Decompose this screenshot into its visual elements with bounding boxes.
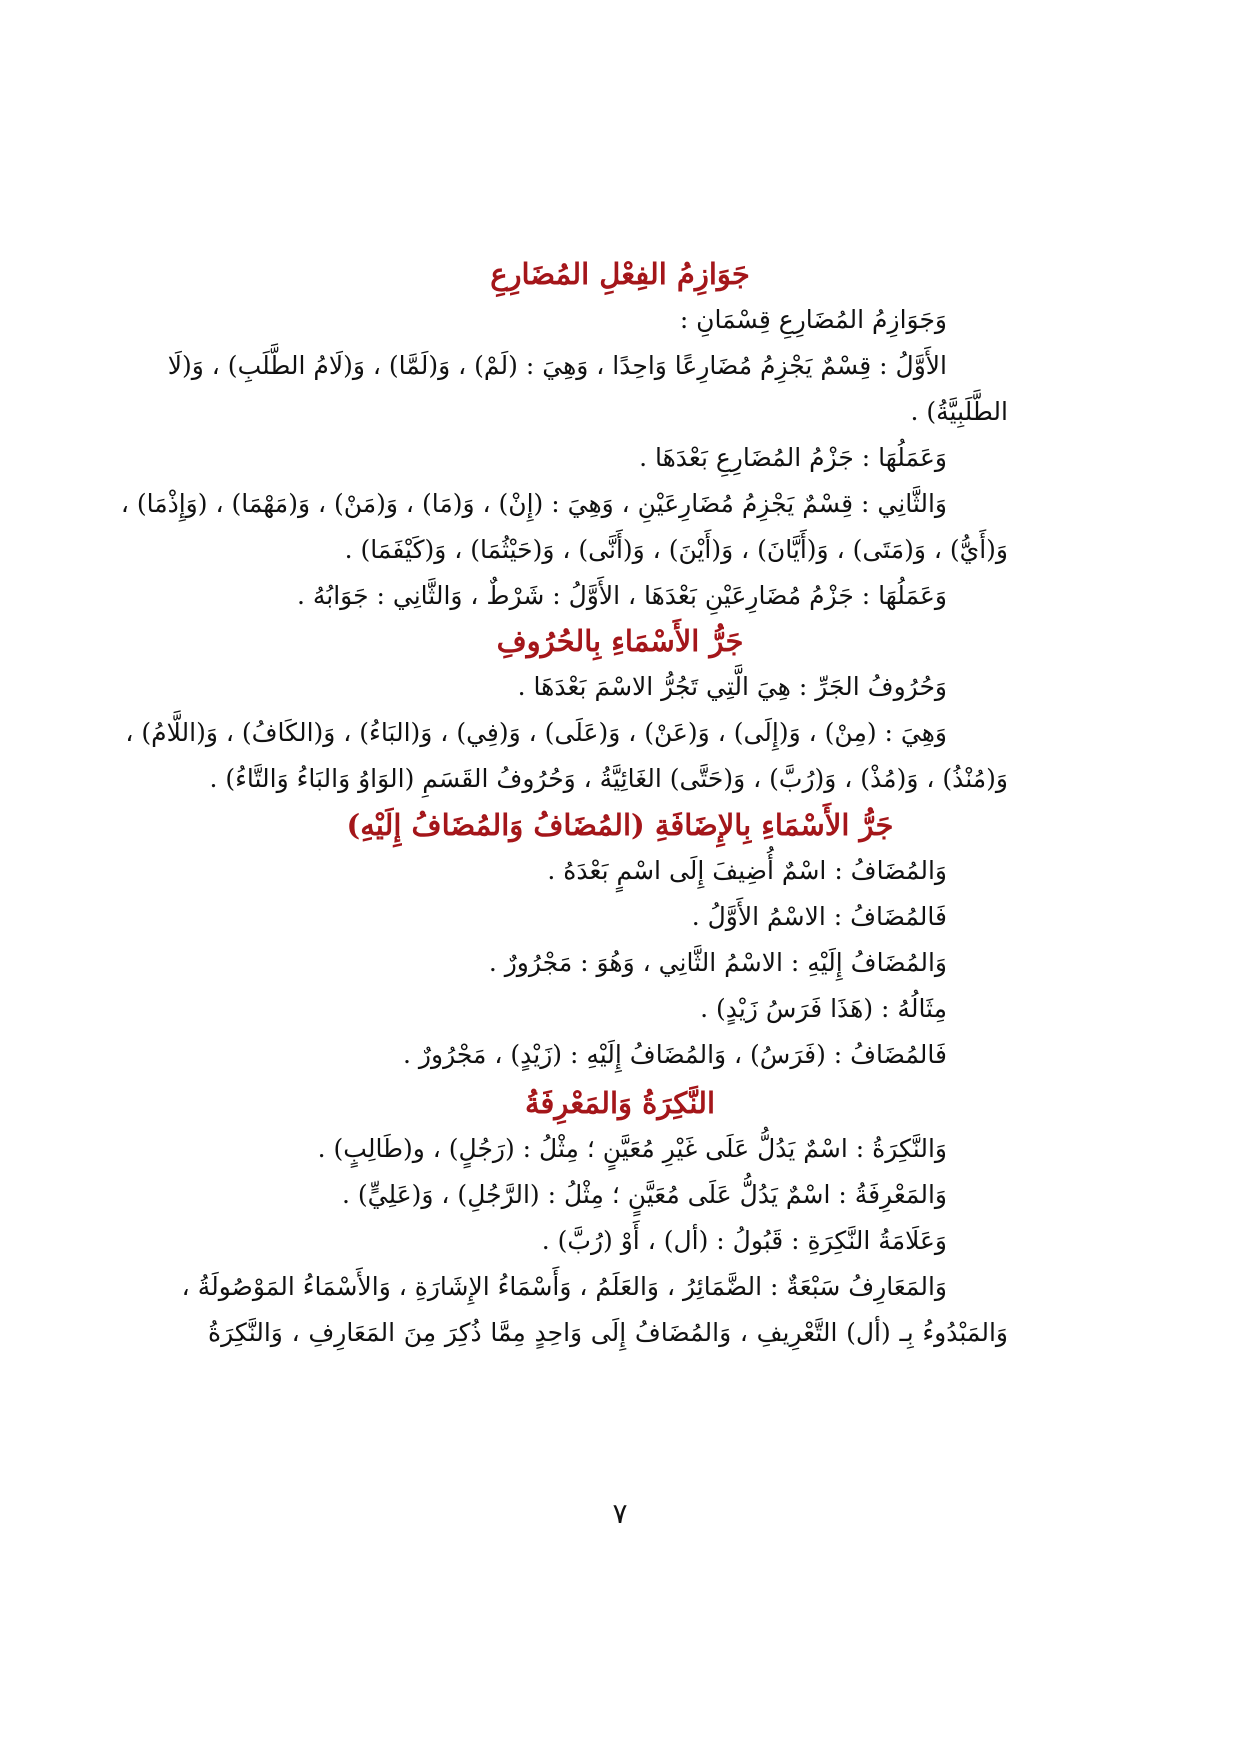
text-line: وَالمَعْرِفَةُ : اسْمٌ يَدُلُّ عَلَى مُعَيَّنٍ ؛ مِثْلُ : (الرَّجُلِ) ، وَ(عَلِيٍّ) . — [341, 1180, 947, 1209]
text-line: وَهِيَ : (مِنْ) ، وَ(إِلَى) ، وَ(عَنْ) ، وَ(عَلَى) ، وَ(فِي) ، وَ(البَاءُ) ، وَ(الكَافُ) ، وَ(اللَّامُ) ، — [125, 718, 947, 747]
text-line: وَالمَبْدُوءُ بِـ (أل) التَّعْرِيفِ ، وَالمُضَافُ إِلَى وَاحِدٍ مِمَّا ذُكِرَ مِنَ المَعَارِفِ ، وَالنَّكِرَةُ — [208, 1318, 1008, 1347]
heading-jussive-particles: جَوَازِمُ الفِعْلِ المُضَارِعِ — [490, 257, 750, 291]
text-line: وَعَمَلُهَا : جَزْمُ المُضَارِعِ بَعْدَهَا . — [639, 443, 947, 472]
page-number: ٧ — [612, 1497, 628, 1530]
text-line: وَعَمَلُهَا : جَزْمُ مُضَارِعَيْنِ بَعْدَهَا ، الأَوَّلُ : شَرْطٌ ، وَالثَّانِي : جَوَابُهُ . — [296, 581, 947, 610]
heading-indefinite-and-definite: النَّكِرَةُ وَالمَعْرِفَةُ — [524, 1086, 715, 1120]
text-line: وَحُرُوفُ الجَرِّ : هِيَ الَّتِي تَجُرُّ الاسْمَ بَعْدَهَا . — [517, 672, 947, 701]
text-line: وَ(أَيُّ) ، وَ(مَتَى) ، وَ(أَيَّانَ) ، وَ(أَيْنَ) ، وَ(أَنَّى) ، وَ(حَيْثُمَا) ، وَ(كَيْفَمَا) . — [344, 535, 1008, 564]
text-line: الأَوَّلُ : قِسْمٌ يَجْزِمُ مُضَارِعًا وَاحِدًا ، وَهِيَ : (لَمْ) ، وَ(لَمَّا) ، وَ(لَامُ الطَّلَبِ) ، وَ(لَا — [167, 351, 947, 380]
text-line: وَالمُضَافُ : اسْمٌ أُضِيفَ إِلَى اسْمٍ بَعْدَهُ . — [547, 856, 947, 885]
text-line: وَالثَّانِي : قِسْمٌ يَجْزِمُ مُضَارِعَيْنِ ، وَهِيَ : (إِنْ) ، وَ(مَا) ، وَ(مَنْ) ، وَ(مَهْمَا) ، (وَإِذْمَا) ، — [120, 489, 947, 518]
heading-genitive-by-particles: جَرُّ الأَسْمَاءِ بِالحُرُوفِ — [496, 624, 744, 658]
text-line: الطَّلَبِيَّةُ) . — [910, 397, 1008, 426]
text-line: فَالمُضَافُ : (فَرَسُ) ، وَالمُضَافُ إِلَيْهِ : (زَيْدٍ) ، مَجْرُورٌ . — [403, 1040, 947, 1069]
text-line: مِثَالُهُ : (هَذَا فَرَسُ زَيْدٍ) . — [700, 994, 947, 1023]
text-line: وَعَلَامَةُ النَّكِرَةِ : قَبُولُ : (أل) ، أَوْ (رُبَّ) . — [541, 1226, 947, 1255]
text-line: وَ(مُنْذُ) ، وَ(مُذْ) ، وَ(رُبَّ) ، وَ(حَتَّى) الغَائِيَّةُ ، وَحُرُوفُ القَسَمِ (الوَاوُ وَالبَاءُ وَالتَّاءُ) . — [209, 764, 1008, 793]
heading-genitive-by-annexation: جَرُّ الأَسْمَاءِ بِالإِضَافَةِ (المُضَافُ وَالمُضَافُ إِلَيْهِ) — [346, 808, 894, 842]
text-line: وَجَوَازِمُ المُضَارِعِ قِسْمَانِ : — [679, 305, 947, 334]
text-line: فَالمُضَافُ : الاسْمُ الأَوَّلُ . — [691, 902, 947, 931]
text-line: وَالمُضَافُ إِلَيْهِ : الاسْمُ الثَّانِي ، وَهُوَ : مَجْرُورٌ . — [488, 948, 947, 977]
text-line: وَالنَّكِرَةُ : اسْمٌ يَدُلُّ عَلَى غَيْرِ مُعَيَّنٍ ؛ مِثْلُ : (رَجُلٍ) ، و(طَالِبٍ) . — [317, 1134, 947, 1163]
text-line: وَالمَعَارِفُ سَبْعَةٌ : الضَّمَائِرُ ، وَالعَلَمُ ، وَأَسْمَاءُ الإِشَارَةِ ، وَالأَسْمَاءُ المَوْصُولَةُ ، — [181, 1272, 947, 1301]
